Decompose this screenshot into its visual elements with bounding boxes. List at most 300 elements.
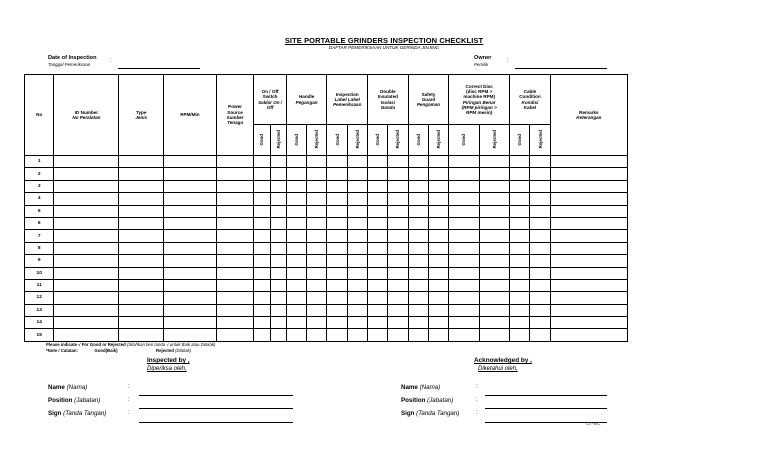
table-cell[interactable] <box>54 205 119 217</box>
table-cell[interactable] <box>388 329 408 341</box>
table-cell[interactable] <box>449 230 479 242</box>
table-cell[interactable] <box>347 193 367 205</box>
table-cell[interactable] <box>550 304 627 316</box>
table-cell[interactable] <box>164 329 217 341</box>
table-cell[interactable] <box>347 180 367 192</box>
table-cell[interactable] <box>368 304 388 316</box>
table-cell[interactable] <box>216 279 254 291</box>
table-cell[interactable] <box>550 156 627 168</box>
table-cell[interactable] <box>54 242 119 254</box>
table-cell[interactable] <box>530 267 550 279</box>
table-cell[interactable] <box>530 317 550 329</box>
table-cell[interactable] <box>216 304 254 316</box>
table-cell[interactable] <box>449 267 479 279</box>
table-cell[interactable] <box>286 317 306 329</box>
table-cell[interactable] <box>550 329 627 341</box>
cable-rejected-header: Rejected <box>530 125 550 156</box>
table-cell[interactable] <box>408 217 428 229</box>
table-cell[interactable] <box>368 156 388 168</box>
table-cell[interactable] <box>530 156 550 168</box>
table-cell[interactable] <box>270 217 286 229</box>
table-cell[interactable] <box>347 156 367 168</box>
table-cell[interactable] <box>368 279 388 291</box>
table-cell[interactable] <box>286 255 306 267</box>
table-cell[interactable] <box>270 329 286 341</box>
table-cell[interactable] <box>119 317 164 329</box>
table-cell[interactable] <box>119 217 164 229</box>
table-cell[interactable] <box>479 242 509 254</box>
table-cell[interactable] <box>408 255 428 267</box>
table-cell[interactable] <box>327 217 347 229</box>
table-cell[interactable] <box>479 317 509 329</box>
table-cell[interactable] <box>164 317 217 329</box>
table-cell[interactable] <box>510 193 530 205</box>
table-cell[interactable] <box>216 193 254 205</box>
table-cell[interactable] <box>307 230 327 242</box>
table-cell[interactable] <box>254 168 270 180</box>
table-cell[interactable] <box>164 242 217 254</box>
table-cell[interactable] <box>428 230 448 242</box>
table-cell[interactable] <box>449 279 479 291</box>
table-cell[interactable] <box>164 279 217 291</box>
table-cell[interactable] <box>530 205 550 217</box>
table-cell[interactable] <box>307 317 327 329</box>
table-cell[interactable] <box>164 304 217 316</box>
table-cell[interactable] <box>479 217 509 229</box>
table-cell[interactable] <box>550 180 627 192</box>
table-cell[interactable] <box>270 304 286 316</box>
table-cell[interactable] <box>254 279 270 291</box>
table-cell[interactable] <box>54 217 119 229</box>
table-cell[interactable] <box>327 156 347 168</box>
table-cell[interactable] <box>510 304 530 316</box>
table-cell[interactable] <box>164 156 217 168</box>
table-cell[interactable] <box>550 317 627 329</box>
table-cell[interactable] <box>479 180 509 192</box>
table-cell[interactable] <box>270 267 286 279</box>
table-cell[interactable] <box>54 292 119 304</box>
table-cell[interactable] <box>164 168 217 180</box>
table-cell[interactable] <box>388 255 408 267</box>
table-cell[interactable] <box>254 242 270 254</box>
table-cell[interactable] <box>286 193 306 205</box>
table-cell[interactable] <box>408 317 428 329</box>
table-cell[interactable] <box>216 156 254 168</box>
table-cell[interactable] <box>216 292 254 304</box>
table-cell[interactable] <box>428 168 448 180</box>
table-cell[interactable] <box>408 180 428 192</box>
acknowledger-name-field[interactable] <box>485 395 607 396</box>
table-cell[interactable] <box>550 267 627 279</box>
table-cell[interactable] <box>254 193 270 205</box>
table-cell[interactable] <box>479 193 509 205</box>
table-row <box>25 205 628 217</box>
table-cell[interactable] <box>550 292 627 304</box>
table-cell[interactable] <box>327 255 347 267</box>
table-cell[interactable] <box>408 267 428 279</box>
table-cell[interactable] <box>368 180 388 192</box>
table-cell[interactable] <box>119 292 164 304</box>
table-cell[interactable] <box>388 279 408 291</box>
table-cell[interactable] <box>164 180 217 192</box>
table-cell[interactable] <box>510 267 530 279</box>
table-cell[interactable] <box>347 168 367 180</box>
table-cell[interactable] <box>550 193 627 205</box>
table-cell[interactable] <box>449 255 479 267</box>
table-cell[interactable] <box>428 217 448 229</box>
table-cell[interactable] <box>254 230 270 242</box>
table-cell[interactable] <box>408 168 428 180</box>
table-cell[interactable] <box>216 255 254 267</box>
table-cell[interactable] <box>368 205 388 217</box>
row-number: 8 <box>25 242 54 254</box>
acknowledger-position-field[interactable] <box>485 408 607 409</box>
table-cell[interactable] <box>54 180 119 192</box>
table-cell[interactable] <box>270 193 286 205</box>
table-cell[interactable] <box>428 304 448 316</box>
table-cell[interactable] <box>479 255 509 267</box>
table-cell[interactable] <box>388 168 408 180</box>
table-cell[interactable] <box>216 217 254 229</box>
table-cell[interactable] <box>368 292 388 304</box>
table-cell[interactable] <box>270 156 286 168</box>
table-cell[interactable] <box>307 205 327 217</box>
table-cell[interactable] <box>388 156 408 168</box>
col-onoff-header: On / Off Switch Saklar On / Off <box>254 75 286 125</box>
table-cell[interactable] <box>428 156 448 168</box>
table-cell[interactable] <box>428 180 448 192</box>
table-cell[interactable] <box>327 180 347 192</box>
table-cell[interactable] <box>254 304 270 316</box>
table-cell[interactable] <box>307 279 327 291</box>
table-cell[interactable] <box>254 329 270 341</box>
table-cell[interactable] <box>216 267 254 279</box>
table-cell[interactable] <box>510 180 530 192</box>
table-cell[interactable] <box>510 292 530 304</box>
table-cell[interactable] <box>164 292 217 304</box>
table-cell[interactable] <box>368 317 388 329</box>
table-cell[interactable] <box>368 255 388 267</box>
table-cell[interactable] <box>428 205 448 217</box>
table-cell[interactable] <box>449 242 479 254</box>
table-cell[interactable] <box>347 255 367 267</box>
table-cell[interactable] <box>408 279 428 291</box>
table-cell[interactable] <box>216 205 254 217</box>
table-cell[interactable] <box>254 292 270 304</box>
table-cell[interactable] <box>530 230 550 242</box>
table-cell[interactable] <box>550 242 627 254</box>
table-cell[interactable] <box>286 242 306 254</box>
table-cell[interactable] <box>428 267 448 279</box>
table-cell[interactable] <box>510 168 530 180</box>
table-cell[interactable] <box>307 242 327 254</box>
table-cell[interactable] <box>449 168 479 180</box>
table-cell[interactable] <box>54 168 119 180</box>
table-cell[interactable] <box>408 304 428 316</box>
table-cell[interactable] <box>54 193 119 205</box>
table-cell[interactable] <box>530 217 550 229</box>
table-cell[interactable] <box>307 292 327 304</box>
table-cell[interactable] <box>388 304 408 316</box>
table-cell[interactable] <box>530 242 550 254</box>
table-cell[interactable] <box>286 230 306 242</box>
table-cell[interactable] <box>216 317 254 329</box>
table-cell[interactable] <box>286 180 306 192</box>
table-cell[interactable] <box>449 317 479 329</box>
table-cell[interactable] <box>270 317 286 329</box>
table-cell[interactable] <box>54 317 119 329</box>
table-cell[interactable] <box>270 255 286 267</box>
table-cell[interactable] <box>286 156 306 168</box>
inspector-name-field[interactable] <box>139 395 293 396</box>
table-cell[interactable] <box>449 304 479 316</box>
table-cell[interactable] <box>347 230 367 242</box>
acknowledger-position-label: Position (Jabatan) <box>401 397 454 404</box>
table-cell[interactable] <box>449 329 479 341</box>
table-cell[interactable] <box>479 279 509 291</box>
table-cell[interactable] <box>119 304 164 316</box>
table-cell[interactable] <box>368 329 388 341</box>
table-cell[interactable] <box>530 255 550 267</box>
table-cell[interactable] <box>388 317 408 329</box>
table-cell[interactable] <box>347 329 367 341</box>
table-cell[interactable] <box>327 168 347 180</box>
table-cell[interactable] <box>216 329 254 341</box>
table-cell[interactable] <box>368 242 388 254</box>
table-cell[interactable] <box>550 205 627 217</box>
table-cell[interactable] <box>510 279 530 291</box>
table-cell[interactable] <box>368 230 388 242</box>
table-cell[interactable] <box>388 267 408 279</box>
table-cell[interactable] <box>550 168 627 180</box>
table-cell[interactable] <box>270 168 286 180</box>
table-cell[interactable] <box>307 267 327 279</box>
table-cell[interactable] <box>347 242 367 254</box>
table-cell[interactable] <box>286 304 306 316</box>
table-cell[interactable] <box>307 193 327 205</box>
table-cell[interactable] <box>327 242 347 254</box>
table-cell[interactable] <box>286 279 306 291</box>
table-cell[interactable] <box>510 205 530 217</box>
table-cell[interactable] <box>408 242 428 254</box>
table-cell[interactable] <box>119 180 164 192</box>
table-cell[interactable] <box>119 168 164 180</box>
table-cell[interactable] <box>164 205 217 217</box>
table-cell[interactable] <box>530 193 550 205</box>
table-cell[interactable] <box>479 168 509 180</box>
table-cell[interactable] <box>286 168 306 180</box>
table-cell[interactable] <box>449 156 479 168</box>
table-cell[interactable] <box>530 279 550 291</box>
table-cell[interactable] <box>164 193 217 205</box>
table-cell[interactable] <box>530 168 550 180</box>
table-cell[interactable] <box>119 267 164 279</box>
table-cell[interactable] <box>254 205 270 217</box>
table-cell[interactable] <box>327 230 347 242</box>
table-cell[interactable] <box>286 217 306 229</box>
table-cell[interactable] <box>254 156 270 168</box>
table-cell[interactable] <box>347 279 367 291</box>
table-cell[interactable] <box>428 255 448 267</box>
table-cell[interactable] <box>54 156 119 168</box>
inspected-by-sub: Diperiksa oleh, <box>147 366 187 372</box>
table-cell[interactable] <box>347 267 367 279</box>
table-cell[interactable] <box>388 217 408 229</box>
table-cell[interactable] <box>368 217 388 229</box>
table-cell[interactable] <box>510 242 530 254</box>
table-cell[interactable] <box>270 292 286 304</box>
table-cell[interactable] <box>510 329 530 341</box>
table-cell[interactable] <box>510 255 530 267</box>
table-cell[interactable] <box>428 193 448 205</box>
table-cell[interactable] <box>254 267 270 279</box>
table-cell[interactable] <box>550 217 627 229</box>
table-cell[interactable] <box>388 230 408 242</box>
table-cell[interactable] <box>327 317 347 329</box>
table-cell[interactable] <box>479 156 509 168</box>
owner-field[interactable] <box>515 68 607 69</box>
table-cell[interactable] <box>270 230 286 242</box>
table-cell[interactable] <box>307 329 327 341</box>
table-cell[interactable] <box>550 230 627 242</box>
table-cell[interactable] <box>428 317 448 329</box>
table-cell[interactable] <box>368 193 388 205</box>
table-cell[interactable] <box>254 217 270 229</box>
table-cell[interactable] <box>449 217 479 229</box>
table-cell[interactable] <box>347 217 367 229</box>
table-cell[interactable] <box>530 292 550 304</box>
table-cell[interactable] <box>216 242 254 254</box>
table-cell[interactable] <box>119 230 164 242</box>
table-cell[interactable] <box>479 267 509 279</box>
table-cell[interactable] <box>216 180 254 192</box>
table-cell[interactable] <box>428 292 448 304</box>
table-cell[interactable] <box>327 193 347 205</box>
table-cell[interactable] <box>449 180 479 192</box>
table-cell[interactable] <box>254 180 270 192</box>
table-cell[interactable] <box>307 180 327 192</box>
table-cell[interactable] <box>510 230 530 242</box>
table-cell[interactable] <box>347 292 367 304</box>
table-cell[interactable] <box>54 267 119 279</box>
table-cell[interactable] <box>254 255 270 267</box>
table-cell[interactable] <box>368 267 388 279</box>
table-cell[interactable] <box>164 255 217 267</box>
table-cell[interactable] <box>216 168 254 180</box>
table-cell[interactable] <box>479 292 509 304</box>
table-cell[interactable] <box>54 329 119 341</box>
table-cell[interactable] <box>307 156 327 168</box>
table-cell[interactable] <box>54 304 119 316</box>
table-cell[interactable] <box>388 242 408 254</box>
table-cell[interactable] <box>449 292 479 304</box>
table-cell[interactable] <box>216 230 254 242</box>
acknowledger-name-label: Name (Nama) <box>401 384 441 391</box>
table-cell[interactable] <box>479 230 509 242</box>
table-cell[interactable] <box>286 292 306 304</box>
table-cell[interactable] <box>408 329 428 341</box>
table-cell[interactable] <box>119 205 164 217</box>
table-cell[interactable] <box>119 156 164 168</box>
table-cell[interactable] <box>327 292 347 304</box>
table-cell[interactable] <box>164 217 217 229</box>
table-cell[interactable] <box>327 304 347 316</box>
table-cell[interactable] <box>479 304 509 316</box>
table-cell[interactable] <box>530 329 550 341</box>
table-cell[interactable] <box>530 304 550 316</box>
table-cell[interactable] <box>119 329 164 341</box>
table-cell[interactable] <box>327 279 347 291</box>
table-cell[interactable] <box>119 193 164 205</box>
table-cell[interactable] <box>286 205 306 217</box>
table-cell[interactable] <box>119 279 164 291</box>
table-cell[interactable] <box>408 205 428 217</box>
table-cell[interactable] <box>408 292 428 304</box>
table-cell[interactable] <box>54 279 119 291</box>
inspector-sign-field[interactable] <box>139 422 293 423</box>
table-cell[interactable] <box>550 255 627 267</box>
table-cell[interactable] <box>327 205 347 217</box>
table-cell[interactable] <box>307 168 327 180</box>
note-prefix: *Note / Catatan: <box>46 348 78 353</box>
table-cell[interactable] <box>449 205 479 217</box>
date-field[interactable] <box>118 68 200 69</box>
table-cell[interactable] <box>428 279 448 291</box>
table-cell[interactable] <box>286 267 306 279</box>
table-cell[interactable] <box>510 317 530 329</box>
table-cell[interactable] <box>270 180 286 192</box>
table-cell[interactable] <box>164 230 217 242</box>
table-cell[interactable] <box>428 242 448 254</box>
table-cell[interactable] <box>286 329 306 341</box>
table-cell[interactable] <box>408 193 428 205</box>
table-cell[interactable] <box>388 180 408 192</box>
table-cell[interactable] <box>307 217 327 229</box>
table-cell[interactable] <box>327 329 347 341</box>
table-cell[interactable] <box>270 205 286 217</box>
table-cell[interactable] <box>510 217 530 229</box>
table-cell[interactable] <box>510 156 530 168</box>
table-cell[interactable] <box>270 242 286 254</box>
table-cell[interactable] <box>550 279 627 291</box>
table-cell[interactable] <box>479 329 509 341</box>
table-cell[interactable] <box>119 255 164 267</box>
table-cell[interactable] <box>388 292 408 304</box>
table-cell[interactable] <box>368 168 388 180</box>
table-cell[interactable] <box>270 279 286 291</box>
table-cell[interactable] <box>347 317 367 329</box>
table-cell[interactable] <box>408 230 428 242</box>
table-cell[interactable] <box>307 304 327 316</box>
table-cell[interactable] <box>164 267 217 279</box>
table-cell[interactable] <box>530 180 550 192</box>
table-cell[interactable] <box>388 205 408 217</box>
table-cell[interactable] <box>449 193 479 205</box>
table-cell[interactable] <box>479 205 509 217</box>
table-cell[interactable] <box>388 193 408 205</box>
table-cell[interactable] <box>54 255 119 267</box>
table-cell[interactable] <box>327 267 347 279</box>
table-cell[interactable] <box>347 205 367 217</box>
inspector-position-field[interactable] <box>139 408 293 409</box>
table-cell[interactable] <box>347 304 367 316</box>
table-cell[interactable] <box>54 230 119 242</box>
table-cell[interactable] <box>119 242 164 254</box>
table-cell[interactable] <box>254 317 270 329</box>
table-cell[interactable] <box>428 329 448 341</box>
table-cell[interactable] <box>307 255 327 267</box>
table-cell[interactable] <box>408 156 428 168</box>
